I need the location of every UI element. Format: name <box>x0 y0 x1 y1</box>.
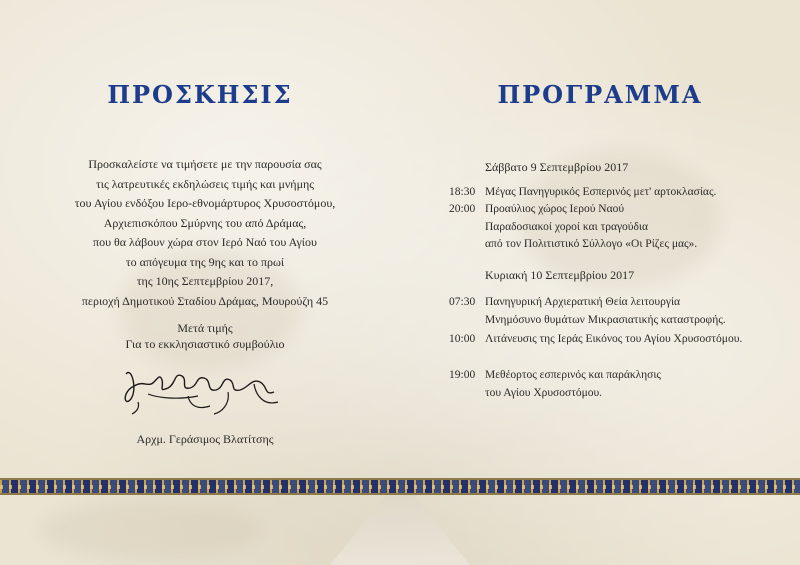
event-description: του Αγίου Χρυσοστόμου. <box>485 386 603 399</box>
closing-block <box>40 320 370 352</box>
schedule-item <box>449 184 716 202</box>
invitation-text <box>40 155 370 311</box>
invitation-line: Προσκαλείστε να τιμήσετε με την παρουσία σας <box>88 157 322 171</box>
event-description: Παραδοσιακοί χοροί και τραγούδια <box>485 220 649 233</box>
schedule-item <box>449 331 742 349</box>
invitation-panel <box>0 0 400 470</box>
event-description: Μέγας Πανηγυρικός Εσπερινός μετ' αρτοκλασίας. <box>485 186 717 198</box>
program-heading: ΠΡΟΓΡΑΜΜΑ <box>497 80 703 109</box>
signer-name: Αρχμ. Γεράσιμος Βλατίτσης <box>136 432 274 446</box>
closing-text: Μετά τιμής <box>177 321 233 335</box>
invitation-line: της 10ης Σεπτεμβρίου 2017, <box>136 274 274 288</box>
ornamental-border <box>0 478 800 495</box>
schedule-item <box>449 367 661 402</box>
invitation-line: τις λατρευτικές εκδηλώσεις τιμής και μνήμης <box>95 176 315 191</box>
event-time: 20:00 <box>449 203 476 215</box>
event-description: από τον Πολιτιστικό Σύλλογο «Οι Ρίζες μας». <box>485 238 698 250</box>
signature-image <box>118 362 288 417</box>
schedule-item <box>449 201 697 254</box>
event-description: Λιτάνευσις της Ιεράς Εικόνος του Αγίου Χρυσοστόμου. <box>485 333 743 345</box>
invitation-line: περιοχή Δημοτικού Σταδίου Δράμας, Μουρούζη 45 <box>81 293 329 308</box>
council-text: Για το εκκλησιαστικό συμβούλιο <box>125 337 285 351</box>
invitation-line: που θα λάβουν χώρα στον Ιερό Ναό του Αγίου <box>93 235 317 249</box>
event-description: Μνημόσυνο θυμάτων Μικρασιατικής καταστροφής. <box>485 313 726 326</box>
day-title: Κυριακή 10 Σεπτεμβρίου 2017 <box>485 268 635 282</box>
event-description: Προαύλιος χώρος Ιερού Ναού <box>485 203 625 215</box>
invitation-heading: ΠΡΟΣΚΗΣΙΣ <box>107 80 293 109</box>
day-title: Σάββατο 9 Σεπτεμβρίου 2017 <box>485 160 629 174</box>
event-description: Μεθέορτος εσπερινός και παράκλησις <box>485 369 661 381</box>
event-time: 19:00 <box>449 369 476 381</box>
invitation-line: το απόγευμα της 9ης και το πρωί <box>125 254 285 269</box>
invitation-line: Αρχιεπισκόπου Σμύρνης του από Δράμας, <box>103 215 307 230</box>
background-path <box>330 495 470 565</box>
event-time: 07:30 <box>449 296 476 308</box>
event-time: 18:30 <box>449 186 476 198</box>
schedule-item <box>449 294 726 329</box>
event-description: Πανηγυρική Αρχιερατική Θεία λειτουργία <box>485 296 681 308</box>
event-time: 10:00 <box>449 333 476 345</box>
invitation-line: του Αγίου ενδόξου Ιερο-εθνομάρτυρος Χρυσοστόμου, <box>74 196 336 210</box>
